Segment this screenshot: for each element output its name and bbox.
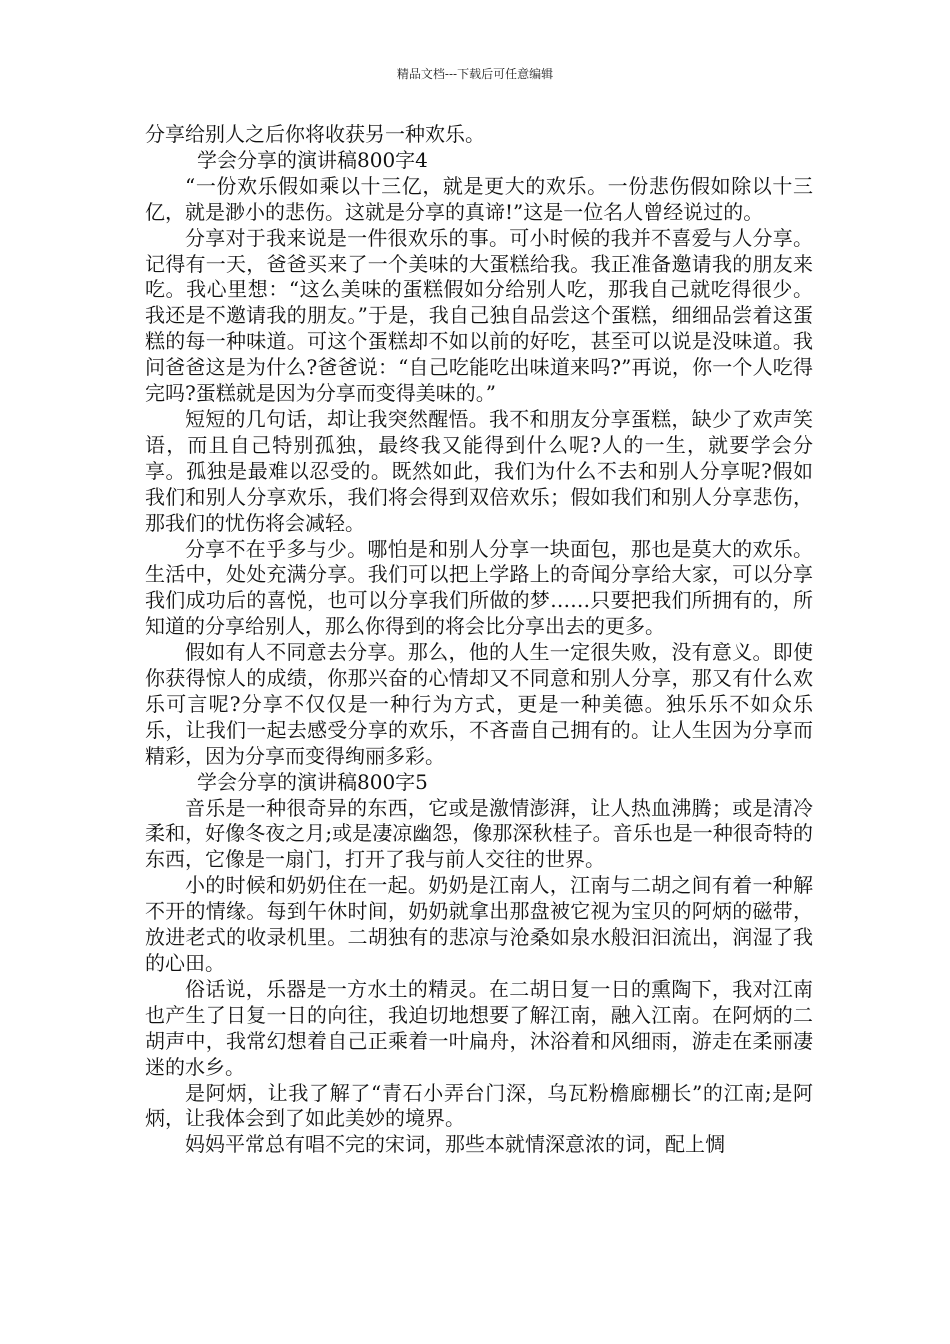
paragraph: 是阿炳，让我了解了“青石小弄台门深，乌瓦粉檐廊棚长”的江南;是阿炳，让我体会到了如此美妙的境界。 — [145, 1080, 813, 1131]
document-body — [145, 122, 813, 1158]
paragraph: 小的时候和奶奶住在一起。奶奶是江南人，江南与二胡之间有着一种解不开的情缘。每到午休时间，奶奶就拿出那盘被它视为宝贝的阿炳的磁带，放进老式的收录机里。二胡独有的悲凉与沧桑如泉水般汩汩流出，润湿了我的心田。 — [145, 873, 813, 975]
paragraph-continuation: 分享给别人之后你将收获另一种欢乐。 — [145, 122, 485, 146]
section-heading: 学会分享的演讲稿800字4 — [197, 147, 428, 172]
paragraph: 分享对于我来说是一件很欢乐的事。可小时候的我并不喜爱与人分享。记得有一天，爸爸买来了一个美味的大蛋糕给我。我正准备邀请我的朋友来吃。我心里想：“这么美味的蛋糕假如分给别人吃，那我自己就吃得很少。我还是不邀请我的朋友。”于是，我自己独自品尝这个蛋糕，细细品尝着这蛋糕的每一种味道。可这个蛋糕却不如以前的好吃，甚至可以说是没味道。我问爸爸这是为什么?爸爸说：“自己吃能吃出味道来吗?”再说，你一个人吃得完吗?蛋糕就是因为分享而变得美味的。” — [145, 225, 813, 406]
paragraph: 妈妈平常总有唱不完的宋词，那些本就情深意浓的词，配上惆 — [185, 1132, 725, 1157]
section-heading: 学会分享的演讲稿800字5 — [197, 769, 428, 794]
paragraph: “一份欢乐假如乘以十三亿，就是更大的欢乐。一份悲伤假如除以十三亿，就是渺小的悲伤。这就是分享的真谛!”这是一位名人曾经说过的。 — [145, 173, 813, 224]
paragraph: 分享不在乎多与少。哪怕是和别人分享一块面包，那也是莫大的欢乐。生活中，处处充满分享。我们可以把上学路上的奇闻分享给大家，可以分享我们成功后的喜悦，也可以分享我们所做的梦……只要把我们所拥有的，所知道的分享给别人，那么你得到的将会比分享出去的更多。 — [145, 536, 813, 639]
paragraph: 短短的几句话，却让我突然醒悟。我不和朋友分享蛋糕，缺少了欢声笑语，而且自己特别孤独，最终我又能得到什么呢?人的一生，就要学会分享。孤独是最难以忍受的。既然如此，我们为什么不去和别人分享呢?假如我们和别人分享欢乐，我们将会得到双倍欢乐；假如我们和别人分享悲伤，那我们的忧伤将会减轻。 — [145, 406, 813, 535]
paragraph: 俗话说，乐器是一方水土的精灵。在二胡日复一日的熏陶下，我对江南也产生了日复一日的向往，我迫切地想要了解江南，融入江南。在阿炳的二胡声中，我常幻想着自己正乘着一叶扁舟，沐浴着和风细雨，游走在柔丽凄迷的水乡。 — [145, 976, 813, 1079]
paragraph: 音乐是一种很奇异的东西，它或是激情澎湃，让人热血沸腾；或是清冷柔和，好像冬夜之月;或是凄凉幽怨，像那深秋桂子。音乐也是一种很奇特的东西，它像是一扇门，打开了我与前人交往的世界。 — [145, 795, 813, 872]
paragraph: 假如有人不同意去分享。那么，他的人生一定很失败，没有意义。即使你获得惊人的成绩，你那兴奋的心情却又不同意和别人分享，那又有什么欢乐可言呢?分享不仅仅是一种行为方式，更是一种美德。独乐乐不如众乐乐，让我们一起去感受分享的欢乐，不吝啬自己拥有的。让人生因为分享而精彩，因为分享而变得绚丽多彩。 — [145, 640, 813, 768]
page-header: 精品文档---下载后可任意编辑 — [396, 67, 554, 81]
